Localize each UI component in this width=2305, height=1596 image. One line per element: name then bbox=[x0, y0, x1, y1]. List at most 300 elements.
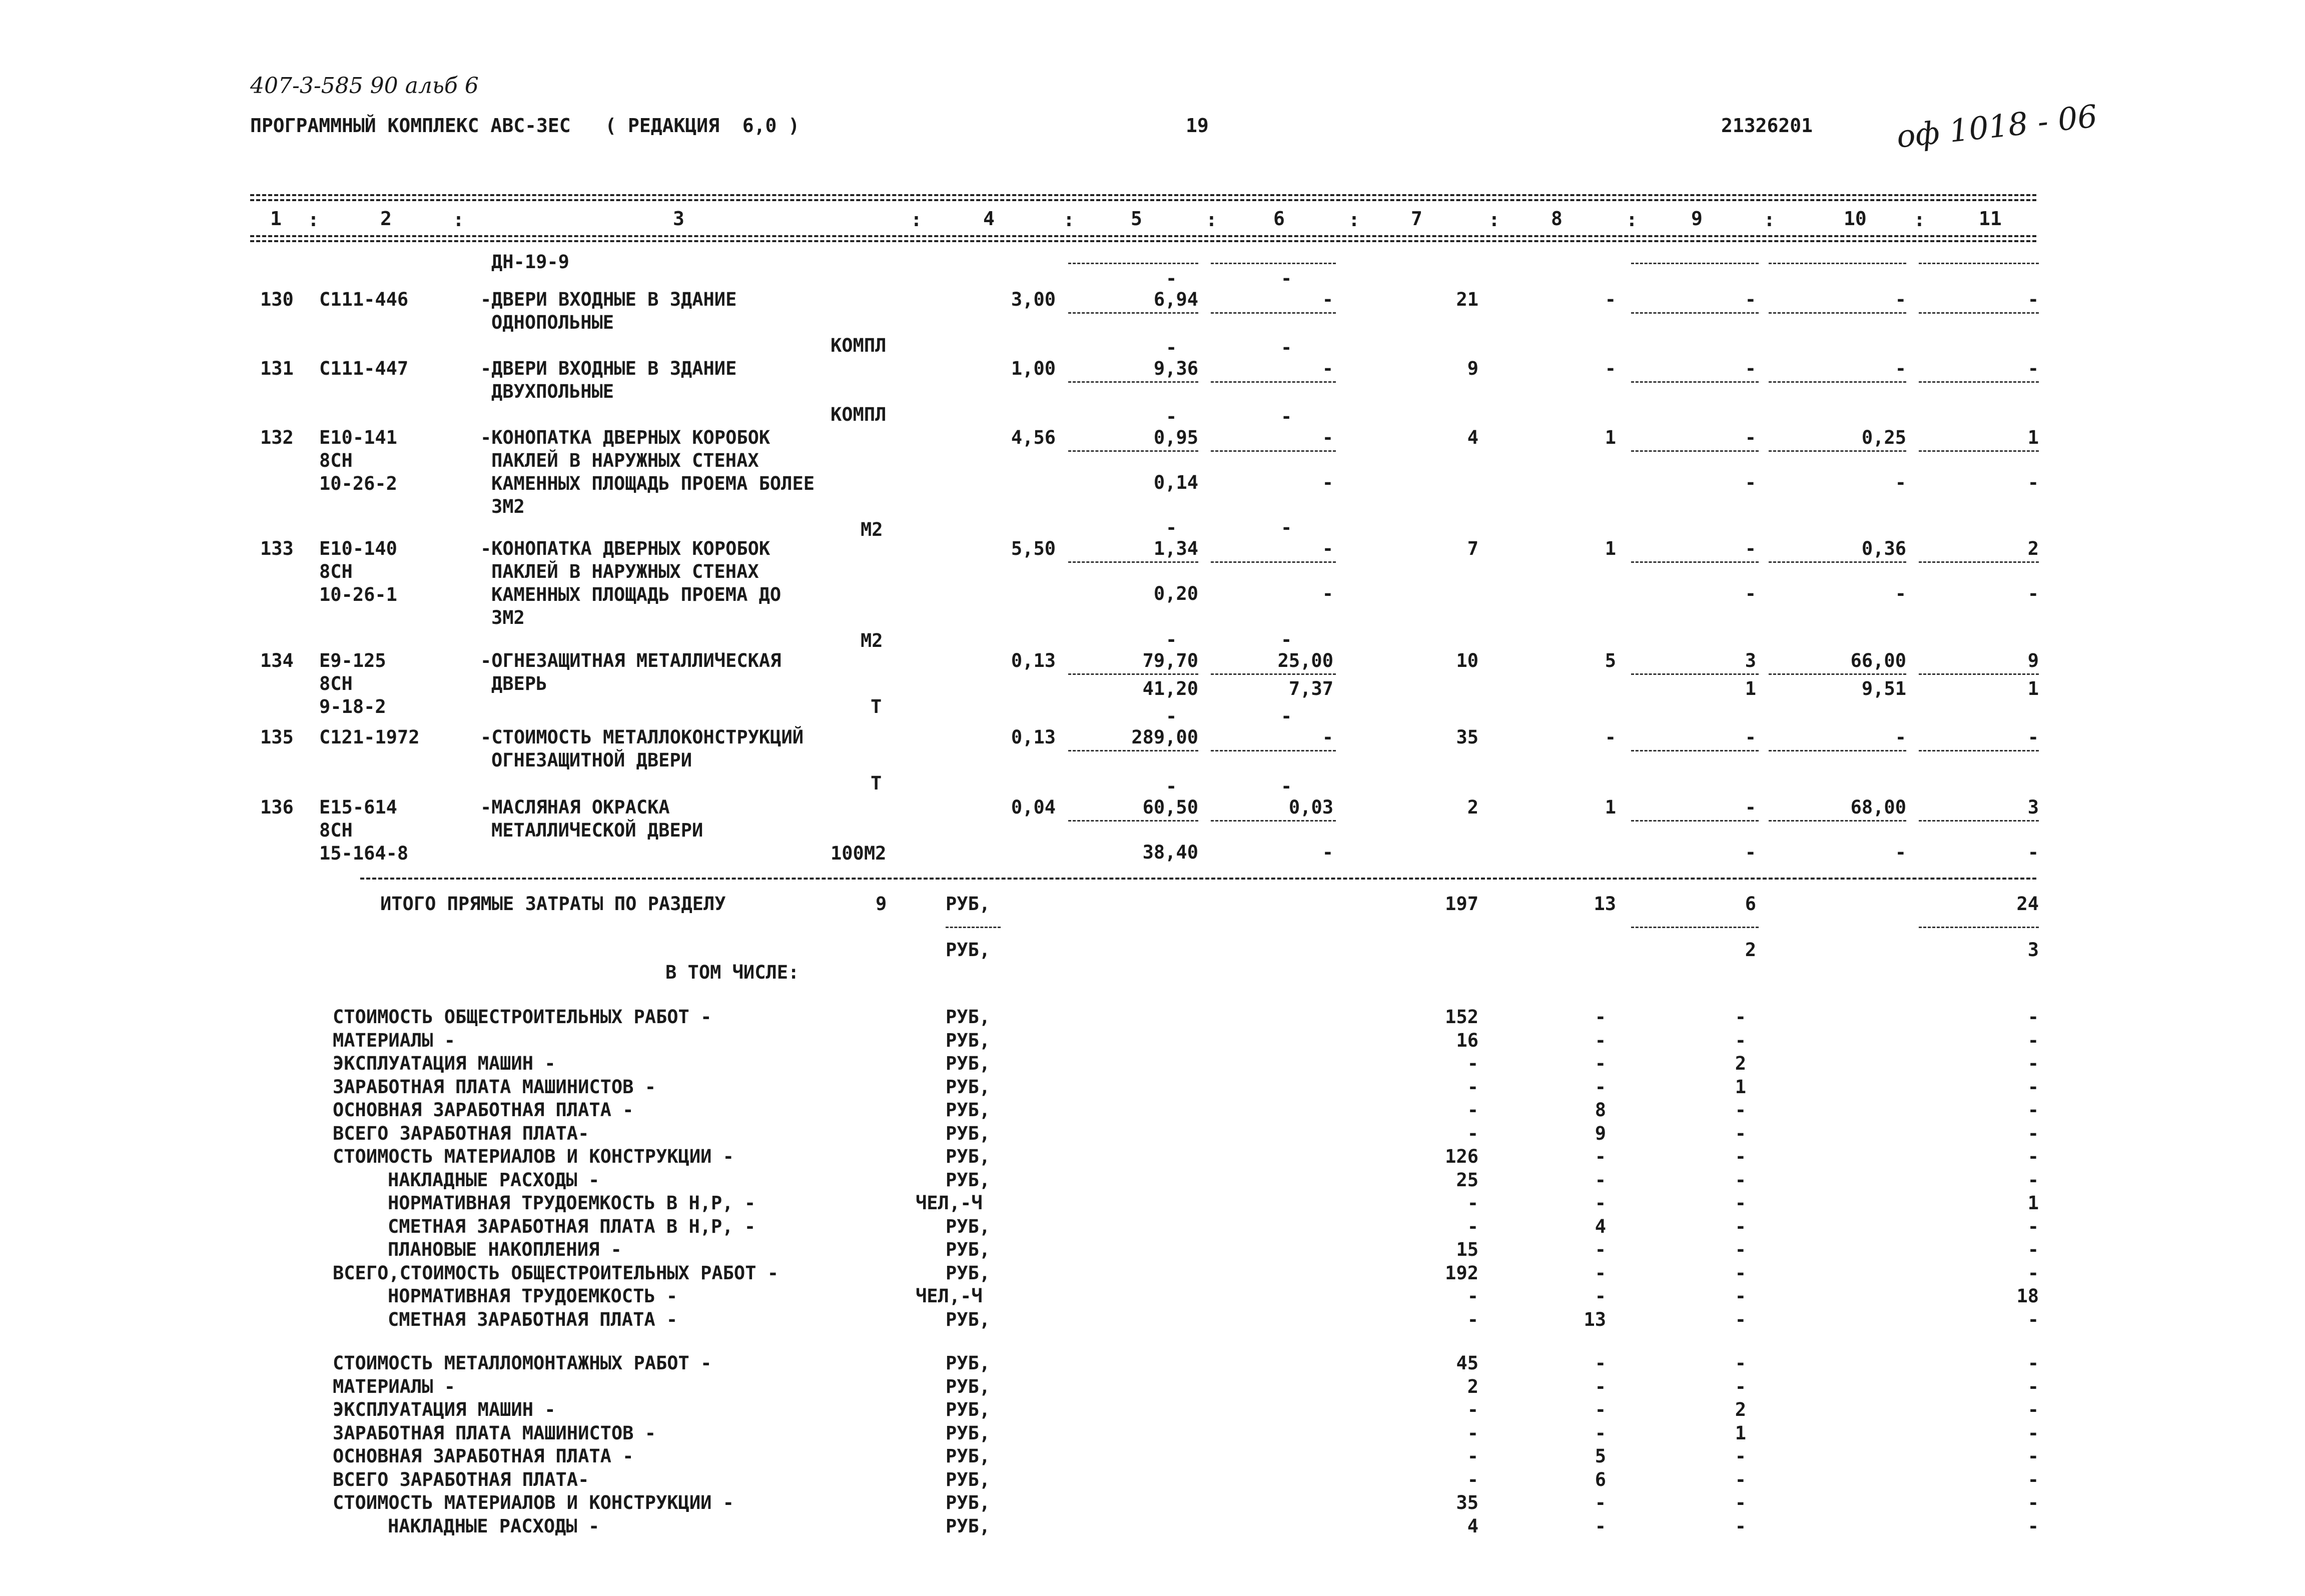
item-description-line: ДН-19-9 bbox=[491, 251, 569, 273]
item-description-line: -ОГНЕЗАЩИТНАЯ МЕТАЛЛИЧЕСКАЯ bbox=[480, 650, 782, 671]
top-dash: - bbox=[1166, 517, 1177, 538]
breakdown-unit: РУБ, bbox=[946, 1099, 991, 1121]
top-dash: - bbox=[1166, 268, 1177, 289]
breakdown-col-7: - bbox=[1467, 1469, 1478, 1490]
breakdown-unit: РУБ, bbox=[946, 1169, 991, 1191]
breakdown-col-7: - bbox=[1467, 1192, 1478, 1214]
column-header-1: 1 bbox=[270, 208, 282, 230]
item-number: 132 bbox=[260, 427, 294, 448]
item-col-c6: - bbox=[1322, 289, 1333, 310]
item-col-c5b: 0,20 bbox=[1153, 583, 1198, 604]
item-number: 134 bbox=[260, 650, 294, 671]
breakdown-col-9: - bbox=[1735, 1239, 1746, 1260]
dashed-separator bbox=[1769, 820, 1906, 822]
totals-col-9: 6 bbox=[1745, 893, 1756, 915]
breakdown-col-9: - bbox=[1735, 1309, 1746, 1330]
breakdown-col-8: - bbox=[1595, 1285, 1606, 1307]
column-header-2: 2 bbox=[380, 208, 392, 230]
dashed-separator bbox=[1769, 312, 1906, 314]
column-header-5: 5 bbox=[1131, 208, 1142, 230]
item-description-line: -КОНОПАТКА ДВЕРНЫХ КОРОБОК bbox=[480, 538, 771, 559]
item-unit: Т bbox=[871, 772, 882, 794]
breakdown-col-9: - bbox=[1735, 1146, 1746, 1167]
totals-underline bbox=[946, 927, 1001, 928]
item-col-qty: 5,50 bbox=[1011, 538, 1056, 559]
breakdown-label: ВСЕГО,СТОИМОСТЬ ОБЩЕСТРОИТЕЛЬНЫХ РАБОТ - bbox=[333, 1262, 779, 1284]
column-separator: : bbox=[453, 209, 464, 231]
item-col-c8: 1 bbox=[1605, 427, 1616, 448]
dashed-separator bbox=[1631, 820, 1759, 822]
breakdown-col-7: 25 bbox=[1456, 1169, 1478, 1191]
totals-label: ИТОГО ПРЯМЫЕ ЗАТРАТЫ ПО РАЗДЕЛУ bbox=[380, 893, 726, 915]
totals-unit-2: РУБ, bbox=[946, 939, 991, 961]
item-code: Е10-140 bbox=[319, 538, 397, 559]
top-dash: - bbox=[1281, 268, 1292, 289]
item-col-c10b: - bbox=[1895, 583, 1906, 604]
item-col-qty: 4,56 bbox=[1011, 427, 1056, 448]
item-col-c10: - bbox=[1895, 726, 1906, 748]
top-dash: - bbox=[1166, 705, 1177, 727]
top-dash: - bbox=[1166, 775, 1177, 797]
breakdown-col-9: - bbox=[1735, 1099, 1746, 1121]
item-col-c9: - bbox=[1745, 289, 1756, 310]
breakdown-col-11: - bbox=[2027, 1492, 2039, 1513]
breakdown-col-7: - bbox=[1467, 1422, 1478, 1444]
breakdown-col-9: - bbox=[1735, 1376, 1746, 1397]
item-number: 136 bbox=[260, 796, 294, 818]
item-col-qty: 0,13 bbox=[1011, 726, 1056, 748]
breakdown-col-9: - bbox=[1735, 1492, 1746, 1513]
breakdown-col-9: 2 bbox=[1735, 1053, 1746, 1074]
breakdown-col-8: - bbox=[1595, 1376, 1606, 1397]
breakdown-unit: РУБ, bbox=[946, 1376, 991, 1397]
item-col-c6: 25,00 bbox=[1277, 650, 1333, 671]
breakdown-unit: РУБ, bbox=[946, 1309, 991, 1330]
breakdown-col-11: - bbox=[2027, 1006, 2039, 1028]
item-col-c6: - bbox=[1322, 358, 1333, 379]
section-rule bbox=[360, 878, 2036, 880]
breakdown-col-9: - bbox=[1735, 1216, 1746, 1237]
item-col-c10b: - bbox=[1895, 842, 1906, 863]
item-code-ref: 10-26-1 bbox=[319, 584, 397, 605]
breakdown-col-11: - bbox=[2027, 1216, 2039, 1237]
item-col-c7: 2 bbox=[1467, 796, 1478, 818]
breakdown-col-8: - bbox=[1595, 1053, 1606, 1074]
item-col-c9: - bbox=[1745, 538, 1756, 559]
breakdown-col-11: - bbox=[2027, 1262, 2039, 1284]
dashed-separator bbox=[1631, 561, 1759, 563]
breakdown-label: НАКЛАДНЫЕ РАСХОДЫ - bbox=[388, 1169, 600, 1191]
totals-unit: РУБ, bbox=[946, 893, 991, 915]
item-col-c8: 1 bbox=[1605, 796, 1616, 818]
breakdown-col-7: 15 bbox=[1456, 1239, 1478, 1260]
item-description-line: КАМЕННЫХ ПЛОЩАДЬ ПРОЕМА БОЛЕЕ bbox=[491, 473, 815, 494]
breakdown-col-8: - bbox=[1595, 1239, 1606, 1260]
breakdown-col-9: - bbox=[1735, 1192, 1746, 1214]
breakdown-col-9: - bbox=[1735, 1169, 1746, 1191]
item-col-c7: 4 bbox=[1467, 427, 1478, 448]
column-header-10: 10 bbox=[1844, 208, 1867, 230]
handwritten-reference: 407-3-585 90 альб 6 bbox=[250, 73, 479, 99]
dashed-separator bbox=[1919, 450, 2039, 452]
breakdown-col-7: 192 bbox=[1445, 1262, 1478, 1284]
item-col-c10: 0,25 bbox=[1861, 427, 1906, 448]
breakdown-col-9: - bbox=[1735, 1515, 1746, 1537]
breakdown-col-11: - bbox=[2027, 1515, 2039, 1537]
item-col-c9b: - bbox=[1745, 472, 1756, 493]
breakdown-col-11: 1 bbox=[2027, 1192, 2039, 1214]
item-col-c6b: - bbox=[1322, 842, 1333, 863]
totals-col-8: 13 bbox=[1594, 893, 1616, 915]
breakdown-col-7: - bbox=[1467, 1445, 1478, 1467]
item-code: Е15-614 bbox=[319, 796, 397, 818]
item-col-c5: 0,95 bbox=[1153, 427, 1198, 448]
item-col-c7: 7 bbox=[1467, 538, 1478, 559]
dashed-separator bbox=[1211, 263, 1336, 264]
item-col-c8: - bbox=[1605, 289, 1616, 310]
breakdown-col-9: - bbox=[1735, 1352, 1746, 1374]
breakdown-unit: РУБ, bbox=[946, 1076, 991, 1098]
item-unit: М2 bbox=[861, 630, 883, 651]
dashed-separator bbox=[1211, 450, 1336, 452]
item-col-c10: 68,00 bbox=[1850, 796, 1906, 818]
breakdown-col-11: - bbox=[2027, 1099, 2039, 1121]
item-col-c8: 5 bbox=[1605, 650, 1616, 671]
item-col-c9b: 1 bbox=[1745, 678, 1756, 699]
item-col-qty: 3,00 bbox=[1011, 289, 1056, 310]
breakdown-col-7: 45 bbox=[1456, 1352, 1478, 1374]
page-number: 19 bbox=[1186, 115, 1209, 137]
column-separator: : bbox=[1063, 209, 1075, 231]
dashed-separator bbox=[1769, 673, 1906, 675]
breakdown-col-7: - bbox=[1467, 1076, 1478, 1098]
breakdown-label: ЗАРАБОТНАЯ ПЛАТА МАШИНИСТОВ - bbox=[333, 1422, 656, 1444]
item-col-c10: - bbox=[1895, 289, 1906, 310]
breakdown-col-8: - bbox=[1595, 1146, 1606, 1167]
breakdown-col-7: - bbox=[1467, 1216, 1478, 1237]
column-separator: : bbox=[1348, 209, 1360, 231]
item-col-c10: - bbox=[1895, 358, 1906, 379]
breakdown-col-11: - bbox=[2027, 1030, 2039, 1051]
item-col-c5b: 41,20 bbox=[1142, 678, 1198, 699]
item-col-c9: 3 bbox=[1745, 650, 1756, 671]
item-col-c7: 9 bbox=[1467, 358, 1478, 379]
breakdown-col-7: 4 bbox=[1467, 1515, 1478, 1537]
breakdown-col-11: - bbox=[2027, 1123, 2039, 1144]
item-col-c9: - bbox=[1745, 358, 1756, 379]
item-description-line: ПАКЛЕЙ В НАРУЖНЫХ СТЕНАХ bbox=[491, 561, 759, 582]
item-code-ref: 10-26-2 bbox=[319, 473, 397, 494]
item-col-c11: 3 bbox=[2027, 796, 2039, 818]
dashed-separator bbox=[1631, 381, 1759, 383]
top-dash: - bbox=[1281, 406, 1292, 427]
item-col-c8: 1 bbox=[1605, 538, 1616, 559]
column-separator: : bbox=[911, 209, 922, 231]
breakdown-unit: РУБ, bbox=[946, 1030, 991, 1051]
item-col-c11b: 1 bbox=[2027, 678, 2039, 699]
dashed-separator bbox=[1919, 312, 2039, 314]
breakdown-unit: РУБ, bbox=[946, 1239, 991, 1260]
breakdown-unit: РУБ, bbox=[946, 1262, 991, 1284]
breakdown-col-11: - bbox=[2027, 1239, 2039, 1260]
breakdown-col-7: - bbox=[1467, 1099, 1478, 1121]
totals-col-11b: 3 bbox=[2027, 939, 2039, 961]
column-separator: : bbox=[1764, 209, 1775, 231]
breakdown-col-9: - bbox=[1735, 1030, 1746, 1051]
dashed-separator bbox=[1769, 561, 1906, 563]
breakdown-col-7: - bbox=[1467, 1285, 1478, 1307]
dashed-separator bbox=[1211, 750, 1336, 751]
breakdown-col-8: - bbox=[1595, 1399, 1606, 1420]
header-top-rule bbox=[250, 194, 2036, 196]
breakdown-label: ЭКСПЛУАТАЦИЯ МАШИН - bbox=[333, 1053, 556, 1074]
item-col-c8: - bbox=[1605, 726, 1616, 748]
item-unit: М2 bbox=[861, 519, 883, 540]
totals-col-7: 197 bbox=[1445, 893, 1478, 915]
totals-underline bbox=[1919, 927, 2039, 928]
item-description-line: ОДНОПОЛЬНЫЕ bbox=[491, 312, 614, 333]
top-dash: - bbox=[1281, 775, 1292, 797]
dashed-separator bbox=[1631, 263, 1759, 264]
column-separator: : bbox=[1206, 209, 1217, 231]
breakdown-label: ОСНОВНАЯ ЗАРАБОТНАЯ ПЛАТА - bbox=[333, 1445, 634, 1467]
dashed-separator bbox=[1919, 561, 2039, 563]
item-col-c5b: 0,14 bbox=[1153, 472, 1198, 493]
item-col-c9: - bbox=[1745, 726, 1756, 748]
breakdown-col-7: - bbox=[1467, 1123, 1478, 1144]
item-col-c11b: - bbox=[2027, 472, 2039, 493]
item-col-c5: 9,36 bbox=[1153, 358, 1198, 379]
item-col-c11: 1 bbox=[2027, 427, 2039, 448]
column-separator: : bbox=[1914, 209, 1925, 231]
column-header-4: 4 bbox=[983, 208, 995, 230]
dashed-separator bbox=[1631, 450, 1759, 452]
breakdown-col-9: - bbox=[1735, 1006, 1746, 1028]
breakdown-label: ЭКСПЛУАТАЦИЯ МАШИН - bbox=[333, 1399, 556, 1420]
item-col-c9: - bbox=[1745, 796, 1756, 818]
column-separator: : bbox=[1488, 209, 1500, 231]
breakdown-col-9: 2 bbox=[1735, 1399, 1746, 1420]
dashed-separator bbox=[1919, 263, 2039, 264]
dashed-separator bbox=[1068, 450, 1198, 452]
breakdown-label: НОРМАТИВНАЯ ТРУДОЕМКОСТЬ - bbox=[388, 1285, 678, 1307]
item-description-line: ОГНЕЗАЩИТНОЙ ДВЕРИ bbox=[491, 749, 692, 771]
dashed-separator bbox=[1068, 312, 1198, 314]
breakdown-unit: РУБ, bbox=[946, 1006, 991, 1028]
column-separator: : bbox=[1626, 209, 1638, 231]
breakdown-unit: РУБ, bbox=[946, 1352, 991, 1374]
item-col-c6: - bbox=[1322, 726, 1333, 748]
dashed-separator bbox=[1211, 312, 1336, 314]
item-col-c10: 66,00 bbox=[1850, 650, 1906, 671]
breakdown-label: НОРМАТИВНАЯ ТРУДОЕМКОСТЬ В Н,Р, - bbox=[388, 1192, 756, 1214]
dashed-separator bbox=[1919, 820, 2039, 822]
breakdown-col-11: - bbox=[2027, 1422, 2039, 1444]
breakdown-col-11: - bbox=[2027, 1053, 2039, 1074]
breakdown-col-8: 6 bbox=[1595, 1469, 1606, 1490]
top-dash: - bbox=[1281, 517, 1292, 538]
including-heading: В ТОМ ЧИСЛЕ: bbox=[665, 962, 800, 983]
item-col-c6: - bbox=[1322, 538, 1333, 559]
dashed-separator bbox=[1068, 381, 1198, 383]
breakdown-label: ПЛАНОВЫЕ НАКОПЛЕНИЯ - bbox=[388, 1239, 622, 1260]
breakdown-col-7: - bbox=[1467, 1399, 1478, 1420]
breakdown-unit: РУБ, bbox=[946, 1422, 991, 1444]
handwritten-code: оф 1018 - 06 bbox=[1895, 98, 2099, 155]
item-col-c11: 2 bbox=[2027, 538, 2039, 559]
dashed-separator bbox=[1068, 561, 1198, 563]
breakdown-col-8: 9 bbox=[1595, 1123, 1606, 1144]
breakdown-col-11: - bbox=[2027, 1352, 2039, 1374]
breakdown-label: ВСЕГО ЗАРАБОТНАЯ ПЛАТА- bbox=[333, 1123, 589, 1144]
document-number: 21326201 bbox=[1721, 115, 1813, 137]
breakdown-col-11: - bbox=[2027, 1146, 2039, 1167]
item-description-line: -ДВЕРИ ВХОДНЫЕ В ЗДАНИЕ bbox=[480, 289, 737, 310]
item-col-c11: - bbox=[2027, 358, 2039, 379]
breakdown-col-7: 16 bbox=[1456, 1030, 1478, 1051]
breakdown-unit: РУБ, bbox=[946, 1146, 991, 1167]
item-description-line: 3М2 bbox=[491, 607, 525, 628]
breakdown-col-11: - bbox=[2027, 1309, 2039, 1330]
top-dash: - bbox=[1281, 705, 1292, 727]
column-header-11: 11 bbox=[1979, 208, 2002, 230]
column-separator: : bbox=[308, 209, 319, 231]
breakdown-label: СТОИМОСТЬ МАТЕРИАЛОВ И КОНСТРУКЦИИ - bbox=[333, 1492, 734, 1513]
breakdown-label: МАТЕРИАЛЫ - bbox=[333, 1030, 456, 1051]
item-description-line: -ДВЕРИ ВХОДНЫЕ В ЗДАНИЕ bbox=[480, 358, 737, 379]
breakdown-col-9: - bbox=[1735, 1262, 1746, 1284]
dashed-separator bbox=[1769, 263, 1906, 264]
breakdown-col-11: - bbox=[2027, 1169, 2039, 1191]
item-description-line: ДВЕРЬ bbox=[491, 673, 547, 694]
item-unit: КОМПЛ bbox=[831, 404, 887, 425]
breakdown-col-8: 13 bbox=[1584, 1309, 1606, 1330]
column-header-6: 6 bbox=[1273, 208, 1285, 230]
dashed-separator bbox=[1631, 750, 1759, 751]
breakdown-col-8: 8 bbox=[1595, 1099, 1606, 1121]
breakdown-col-8: 4 bbox=[1595, 1216, 1606, 1237]
item-code-norm: 8СН bbox=[319, 561, 353, 582]
breakdown-label: ОСНОВНАЯ ЗАРАБОТНАЯ ПЛАТА - bbox=[333, 1099, 634, 1121]
item-col-c11b: - bbox=[2027, 583, 2039, 604]
breakdown-col-11: - bbox=[2027, 1469, 2039, 1490]
dashed-separator bbox=[1631, 673, 1759, 675]
dashed-separator bbox=[1211, 820, 1336, 822]
item-col-c9: - bbox=[1745, 427, 1756, 448]
item-col-c5b: 38,40 bbox=[1142, 842, 1198, 863]
item-code-norm: 8СН bbox=[319, 450, 353, 471]
item-col-c10b: 9,51 bbox=[1861, 678, 1906, 699]
item-code: Е9-125 bbox=[319, 650, 386, 671]
item-number: 131 bbox=[260, 358, 294, 379]
column-header-8: 8 bbox=[1551, 208, 1563, 230]
breakdown-col-9: 1 bbox=[1735, 1076, 1746, 1098]
totals-col-11: 24 bbox=[2016, 893, 2039, 915]
dashed-separator bbox=[1211, 561, 1336, 563]
dashed-separator bbox=[1068, 673, 1198, 675]
breakdown-col-7: 2 bbox=[1467, 1376, 1478, 1397]
item-col-c5: 79,70 bbox=[1142, 650, 1198, 671]
breakdown-unit: ЧЕЛ,-Ч bbox=[916, 1285, 983, 1307]
breakdown-col-7: - bbox=[1467, 1053, 1478, 1074]
item-col-c8: - bbox=[1605, 358, 1616, 379]
item-col-c5: 289,00 bbox=[1131, 726, 1198, 748]
breakdown-col-7: 35 bbox=[1456, 1492, 1478, 1513]
item-unit: КОМПЛ bbox=[831, 335, 887, 356]
item-col-c9b: - bbox=[1745, 583, 1756, 604]
dashed-separator bbox=[1631, 312, 1759, 314]
breakdown-label: ВСЕГО ЗАРАБОТНАЯ ПЛАТА- bbox=[333, 1469, 589, 1490]
breakdown-col-9: - bbox=[1735, 1285, 1746, 1307]
item-col-c5: 60,50 bbox=[1142, 796, 1198, 818]
breakdown-col-11: - bbox=[2027, 1076, 2039, 1098]
top-dash: - bbox=[1166, 337, 1177, 358]
breakdown-label: СМЕТНАЯ ЗАРАБОТНАЯ ПЛАТА - bbox=[388, 1309, 678, 1330]
dashed-separator bbox=[1211, 381, 1336, 383]
item-code: С111-446 bbox=[319, 289, 409, 310]
dashed-separator bbox=[1769, 750, 1906, 751]
dashed-separator bbox=[1919, 673, 2039, 675]
breakdown-label: МАТЕРИАЛЫ - bbox=[333, 1376, 456, 1397]
breakdown-unit: РУБ, bbox=[946, 1399, 991, 1420]
dashed-separator bbox=[1769, 450, 1906, 452]
item-number: 133 bbox=[260, 538, 294, 559]
breakdown-unit: РУБ, bbox=[946, 1123, 991, 1144]
item-col-c7: 21 bbox=[1456, 289, 1478, 310]
item-col-c10: 0,36 bbox=[1861, 538, 1906, 559]
breakdown-col-7: - bbox=[1467, 1309, 1478, 1330]
dashed-separator bbox=[1068, 820, 1198, 822]
dashed-separator bbox=[1919, 381, 2039, 383]
item-code: С111-447 bbox=[319, 358, 409, 379]
item-col-c7: 35 bbox=[1456, 726, 1478, 748]
item-number: 130 bbox=[260, 289, 294, 310]
header-bottom-rule bbox=[250, 235, 2036, 237]
breakdown-col-8: - bbox=[1595, 1030, 1606, 1051]
item-col-c6b: - bbox=[1322, 472, 1333, 493]
breakdown-col-11: - bbox=[2027, 1399, 2039, 1420]
breakdown-label: СМЕТНАЯ ЗАРАБОТНАЯ ПЛАТА В Н,Р, - bbox=[388, 1216, 756, 1237]
breakdown-label: СТОИМОСТЬ МАТЕРИАЛОВ И КОНСТРУКЦИИ - bbox=[333, 1146, 734, 1167]
breakdown-col-9: - bbox=[1735, 1469, 1746, 1490]
breakdown-label: НАКЛАДНЫЕ РАСХОДЫ - bbox=[388, 1515, 600, 1537]
item-col-qty: 1,00 bbox=[1011, 358, 1056, 379]
totals-section: 9 bbox=[876, 893, 887, 915]
item-description-line: 3М2 bbox=[491, 496, 525, 517]
item-description-line: ПАКЛЕЙ В НАРУЖНЫХ СТЕНАХ bbox=[491, 450, 759, 471]
breakdown-col-9: - bbox=[1735, 1445, 1746, 1467]
column-header-9: 9 bbox=[1691, 208, 1703, 230]
breakdown-unit: ЧЕЛ,-Ч bbox=[916, 1192, 983, 1214]
breakdown-col-9: - bbox=[1735, 1123, 1746, 1144]
item-col-c6b: 7,37 bbox=[1288, 678, 1333, 699]
item-col-c5: 1,34 bbox=[1153, 538, 1198, 559]
item-col-c5: 6,94 bbox=[1153, 289, 1198, 310]
top-dash: - bbox=[1281, 337, 1292, 358]
dashed-separator bbox=[1068, 263, 1198, 264]
item-unit: Т bbox=[871, 696, 882, 717]
totals-col-9b: 2 bbox=[1745, 939, 1756, 961]
item-col-c6b: - bbox=[1322, 583, 1333, 604]
item-code: Е10-141 bbox=[319, 427, 397, 448]
breakdown-col-11: - bbox=[2027, 1445, 2039, 1467]
breakdown-unit: РУБ, bbox=[946, 1469, 991, 1490]
header-top-rule-2 bbox=[250, 199, 2036, 201]
item-code-norm: 8СН bbox=[319, 820, 353, 841]
item-number: 135 bbox=[260, 726, 294, 748]
breakdown-unit: РУБ, bbox=[946, 1492, 991, 1513]
breakdown-col-9: 1 bbox=[1735, 1422, 1746, 1444]
